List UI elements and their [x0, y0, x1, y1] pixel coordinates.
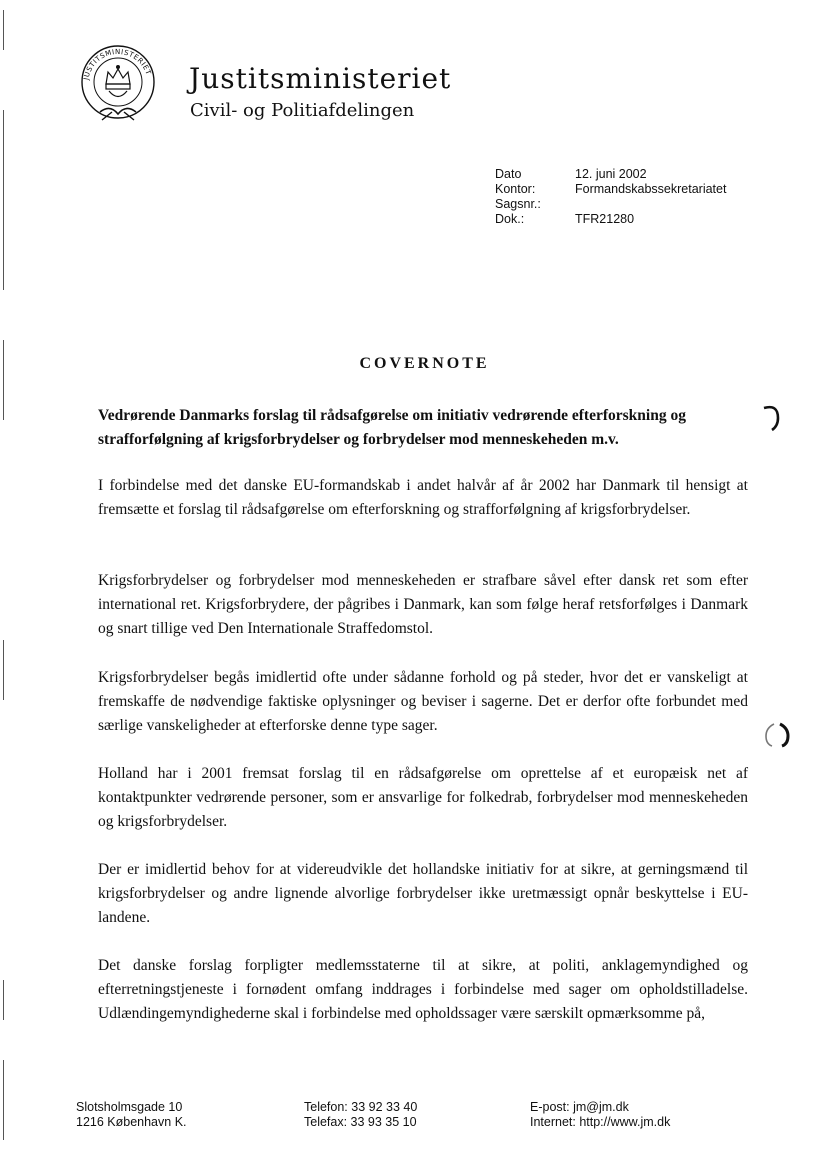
footer-address-line: Slotsholmsgade 10 — [76, 1100, 183, 1114]
meta-row-office — [495, 182, 755, 197]
body-paragraph: Holland har i 2001 fremsat forslag til en rådsafgørelse om oprettelse af et europæisk net af kontaktpunkter vedrørende personer, som er ansvarlige for folkedrab, forbrydelser mod menneskeheden og krigsforbrydelser. — [98, 765, 748, 830]
footer-address — [76, 1100, 187, 1130]
footer-telephone: Telefon: 33 92 33 40 — [304, 1100, 418, 1114]
meta-label: Dok.: — [495, 212, 525, 226]
meta-row-date — [495, 167, 755, 182]
footer-website: Internet: http://www.jm.dk — [530, 1115, 671, 1129]
document-subject: Vedrørende Danmarks forslag til rådsafgørelse om initiativ vedrørende efterforskning og strafforfølgning af krigsforbrydelser og forbrydelser mod menneskeheden m.v. — [98, 407, 686, 448]
document-heading: COVERNOTE — [359, 355, 490, 372]
scan-edge-mark — [3, 980, 4, 1020]
meta-row-case-number — [495, 197, 755, 212]
meta-value — [575, 197, 755, 212]
meta-row-document — [495, 212, 755, 227]
body-paragraph: Der er imidlertid behov for at videreudvikle det hollandske initiativ for at sikre, at gerningsmænd til krigsforbrydelser og andre lignende alvorlige forbrydelser ikke uretmæssigt opnår beskyttelse i EU-landene. — [98, 861, 748, 926]
body-paragraph: I forbindelse med det danske EU-formandskab i andet halvår af år 2002 har Danmark til hensigt at fremsætte et forslag til rådsafgørelse om efterforskning og strafforfølgning af krigsforbrydelser. — [98, 477, 748, 518]
meta-value: TFR21280 — [575, 212, 635, 226]
organization-name: Justitsministeriet — [189, 62, 452, 95]
meta-label: Kontor: — [495, 182, 536, 196]
scan-edge-mark — [3, 340, 4, 420]
punch-hole-mark-icon — [760, 402, 784, 432]
scan-edge-mark — [3, 110, 4, 290]
scan-edge-mark — [3, 10, 4, 50]
body-paragraph: Krigsforbrydelser begås imidlertid ofte under sådanne forhold og på steder, hvor det er vanskeligt at fremskaffe de nødvendige faktiske oplysninger og beviser i sagerne. Det er derfor ofte forbundet med særlige vanskeligheder at efterforske denne type sager. — [98, 669, 748, 734]
footer-online — [530, 1100, 670, 1130]
scan-edge-mark — [3, 1060, 4, 1140]
document-meta — [495, 167, 755, 227]
body-paragraph: Det danske forslag forpligter medlemsstaterne til at sikre, at politi, anklagemyndighed og efterretningstjeneste i fornødent omfang inddrages i forbindelse med sager om opholdstilladelse. Udlændingemyndighederne skal i forbindelse med opholdssager være særskilt opmærksomme på, — [98, 957, 748, 1022]
meta-label: Sagsnr.: — [495, 197, 541, 211]
ministry-seal-icon — [76, 42, 160, 126]
footer-email: E-post: jm@jm.dk — [530, 1100, 629, 1114]
footer-address-line: 1216 København K. — [76, 1115, 187, 1129]
meta-label: Dato — [495, 167, 522, 181]
meta-value: 12. juni 2002 — [575, 167, 647, 181]
footer-telefax: Telefax: 33 93 35 10 — [304, 1115, 417, 1129]
punch-hole-mark-icon — [762, 720, 792, 750]
body-paragraph: Krigsforbrydelser og forbrydelser mod menneskeheden er strafbare såvel efter dansk ret som efter international ret. Krigsforbrydere, der pågribes i Danmark, kan som følge heraf retsforfølges i Danmark og snart tillige ved Den Internationale Straffedomstol. — [98, 572, 748, 637]
meta-value: Formandskabssekretariatet — [575, 182, 727, 196]
svg-text:JUSTITSMINISTERIET: JUSTITSMINISTERIET — [82, 47, 153, 81]
footer-phone — [304, 1100, 417, 1130]
department-name: Civil- og Politiafdelingen — [190, 100, 415, 121]
scan-edge-mark — [3, 640, 4, 700]
